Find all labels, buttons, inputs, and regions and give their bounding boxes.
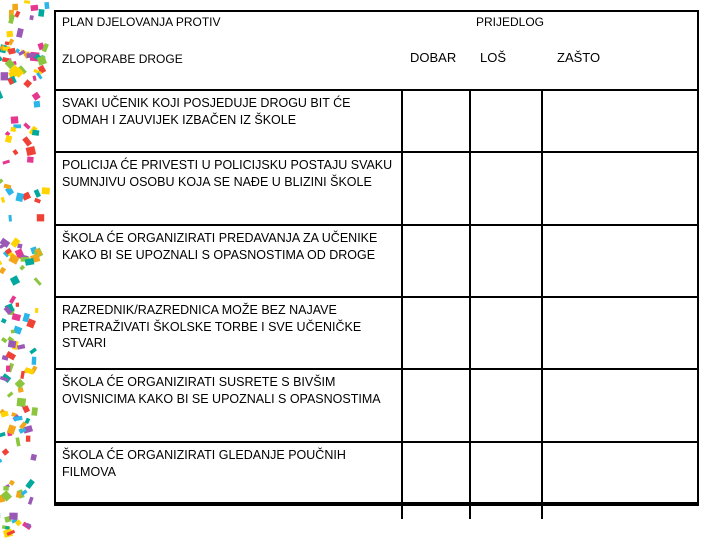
confetti-piece: [42, 187, 50, 194]
answer-cell-los[interactable]: [470, 152, 542, 225]
proposal-cell: [56, 225, 402, 297]
confetti-piece: [27, 157, 34, 163]
confetti-piece: [34, 277, 42, 286]
proposal-text: POLICIJA ĆE PRIVESTI U POLICIJSKU POSTAJU SVAKU SUMNJIVU OSOBU KOJA SE NAĐE U BLIZINI ŠKOLE: [62, 158, 393, 189]
table-row: [56, 442, 697, 519]
confetti-piece: [12, 4, 18, 11]
proposal-text: SVAKI UČENIK KOJI POSJEDUJE DROGU BIT ĆE ODMAH I ZAUVIJEK IZBAČEN IZ ŠKOLE: [62, 96, 351, 127]
answer-cell-los[interactable]: [470, 369, 542, 442]
confetti-piece: [7, 391, 14, 397]
confetti-piece: [9, 295, 16, 304]
proposal-text: ŠKOLA ĆE ORGANIZIRATI PREDAVANJA ZA UČENIKE KAKO BI SE UPOZNALI S OPASNOSTIMA OD DROGE: [62, 231, 378, 262]
confetti-piece: [10, 275, 20, 285]
confetti-decoration: [0, 0, 60, 540]
confetti-piece: [44, 2, 49, 9]
proposal-cell: [56, 152, 402, 225]
confetti-piece: [22, 136, 32, 146]
confetti-piece: [0, 260, 2, 267]
confetti-piece: [29, 348, 37, 355]
confetti-piece: [17, 344, 25, 350]
confetti-piece: [0, 432, 6, 438]
answer-cell-zasto[interactable]: [542, 297, 697, 369]
confetti-piece: [5, 526, 9, 529]
confetti-piece: [19, 265, 25, 271]
confetti-piece: [0, 459, 2, 465]
answer-cell-zasto[interactable]: [542, 152, 697, 225]
confetti-piece: [1, 337, 8, 343]
confetti-piece: [30, 454, 37, 461]
confetti-piece: [28, 497, 34, 505]
confetti-piece: [15, 193, 24, 203]
answer-cell-dobar[interactable]: [402, 297, 470, 369]
answer-cell-dobar[interactable]: [402, 152, 470, 225]
proposal-cell: [56, 90, 402, 152]
answer-cell-los[interactable]: [470, 442, 542, 519]
confetti-piece: [1, 318, 7, 324]
answer-cell-los[interactable]: [470, 297, 542, 369]
confetti-piece: [9, 513, 17, 520]
table-title-line2: ZLOPORABE DROGE: [62, 52, 183, 66]
confetti-piece: [37, 214, 44, 221]
confetti-piece: [1, 72, 9, 80]
confetti-piece: [11, 330, 15, 334]
confetti-piece: [34, 198, 41, 204]
confetti-piece: [23, 122, 30, 129]
proposal-text: ŠKOLA ĆE ORGANIZIRATI GLEDANJE POUČNIH FILMOVA: [62, 448, 346, 479]
confetti-piece: [34, 189, 41, 198]
confetti-piece: [0, 267, 6, 274]
confetti-piece: [15, 379, 25, 389]
answer-cell-zasto[interactable]: [542, 442, 697, 519]
confetti-piece: [15, 437, 20, 446]
confetti-piece: [6, 366, 10, 372]
confetti-piece: [32, 92, 41, 101]
confetti-piece: [11, 116, 19, 124]
proposal-cell: [56, 297, 402, 369]
table-row: [56, 152, 697, 225]
confetti-piece: [20, 371, 25, 379]
answer-cell-zasto[interactable]: [542, 369, 697, 442]
table-title-line1: PLAN DJELOVANJA PROTIV: [62, 15, 221, 29]
confetti-piece: [32, 130, 39, 136]
confetti-piece: [14, 11, 20, 18]
confetti-piece: [2, 448, 9, 455]
table-row: [56, 297, 697, 369]
confetti-piece: [24, 0, 30, 4]
answer-cell-zasto[interactable]: [542, 225, 697, 297]
confetti-piece: [8, 340, 17, 348]
confetti-piece: [12, 149, 18, 155]
confetti-piece: [16, 303, 20, 307]
confetti-piece: [0, 179, 3, 186]
prijedlog-label: PRIJEDLOG: [476, 15, 545, 29]
confetti-piece: [32, 357, 37, 365]
confetti-piece: [16, 28, 24, 38]
confetti-piece: [23, 79, 32, 88]
confetti-piece: [32, 75, 36, 81]
answer-cell-zasto[interactable]: [542, 90, 697, 152]
confetti-piece: [30, 5, 38, 12]
confetti-piece: [3, 486, 9, 490]
answer-cell-dobar[interactable]: [402, 225, 470, 297]
table-row: [56, 225, 697, 297]
confetti-piece: [26, 436, 31, 442]
confetti-piece: [31, 407, 38, 416]
confetti-piece: [34, 101, 41, 108]
table-header-row: [56, 12, 697, 90]
table-row: [56, 369, 697, 442]
confetti-piece: [27, 53, 36, 58]
confetti-piece: [26, 146, 36, 156]
answer-cell-dobar[interactable]: [402, 369, 470, 442]
answer-cell-dobar[interactable]: [402, 442, 470, 519]
action-plan-table: [54, 10, 699, 506]
confetti-piece: [35, 308, 39, 313]
column-los-label: LOŠ: [480, 50, 507, 65]
answer-cell-los[interactable]: [470, 225, 542, 297]
confetti-piece: [8, 215, 12, 222]
column-dobar-label: DOBAR: [410, 50, 457, 65]
table-row: [56, 90, 697, 152]
answer-cell-los[interactable]: [470, 90, 542, 152]
proposal-text: RAZREDNIK/RAZREDNICA MOŽE BEZ NAJAVE PRETRAŽIVATI ŠKOLSKE TORBE I SVE UČENIČKE STVARI: [62, 303, 362, 350]
answer-cell-dobar[interactable]: [402, 90, 470, 152]
confetti-piece: [5, 41, 10, 45]
confetti-piece: [9, 480, 15, 486]
confetti-piece: [2, 160, 10, 165]
confetti-piece: [4, 184, 12, 190]
confetti-piece: [0, 56, 3, 63]
proposal-cell: [56, 369, 402, 442]
confetti-piece: [12, 313, 22, 321]
confetti-piece: [25, 479, 34, 489]
confetti-piece: [5, 135, 13, 143]
confetti-piece: [1, 197, 6, 203]
confetti-piece: [0, 90, 3, 101]
confetti-piece: [17, 398, 27, 407]
confetti-piece: [38, 9, 44, 17]
confetti-piece: [6, 31, 13, 38]
confetti-piece: [29, 15, 34, 20]
proposal-text: ŠKOLA ĆE ORGANIZIRATI SUSRETE S BIVŠIM OVISNICIMA KAKO BI SE UPOZNALI S OPASNOSTIMA: [62, 375, 381, 406]
proposal-cell: [56, 442, 402, 519]
column-zasto-label: ZAŠTO: [557, 50, 601, 65]
